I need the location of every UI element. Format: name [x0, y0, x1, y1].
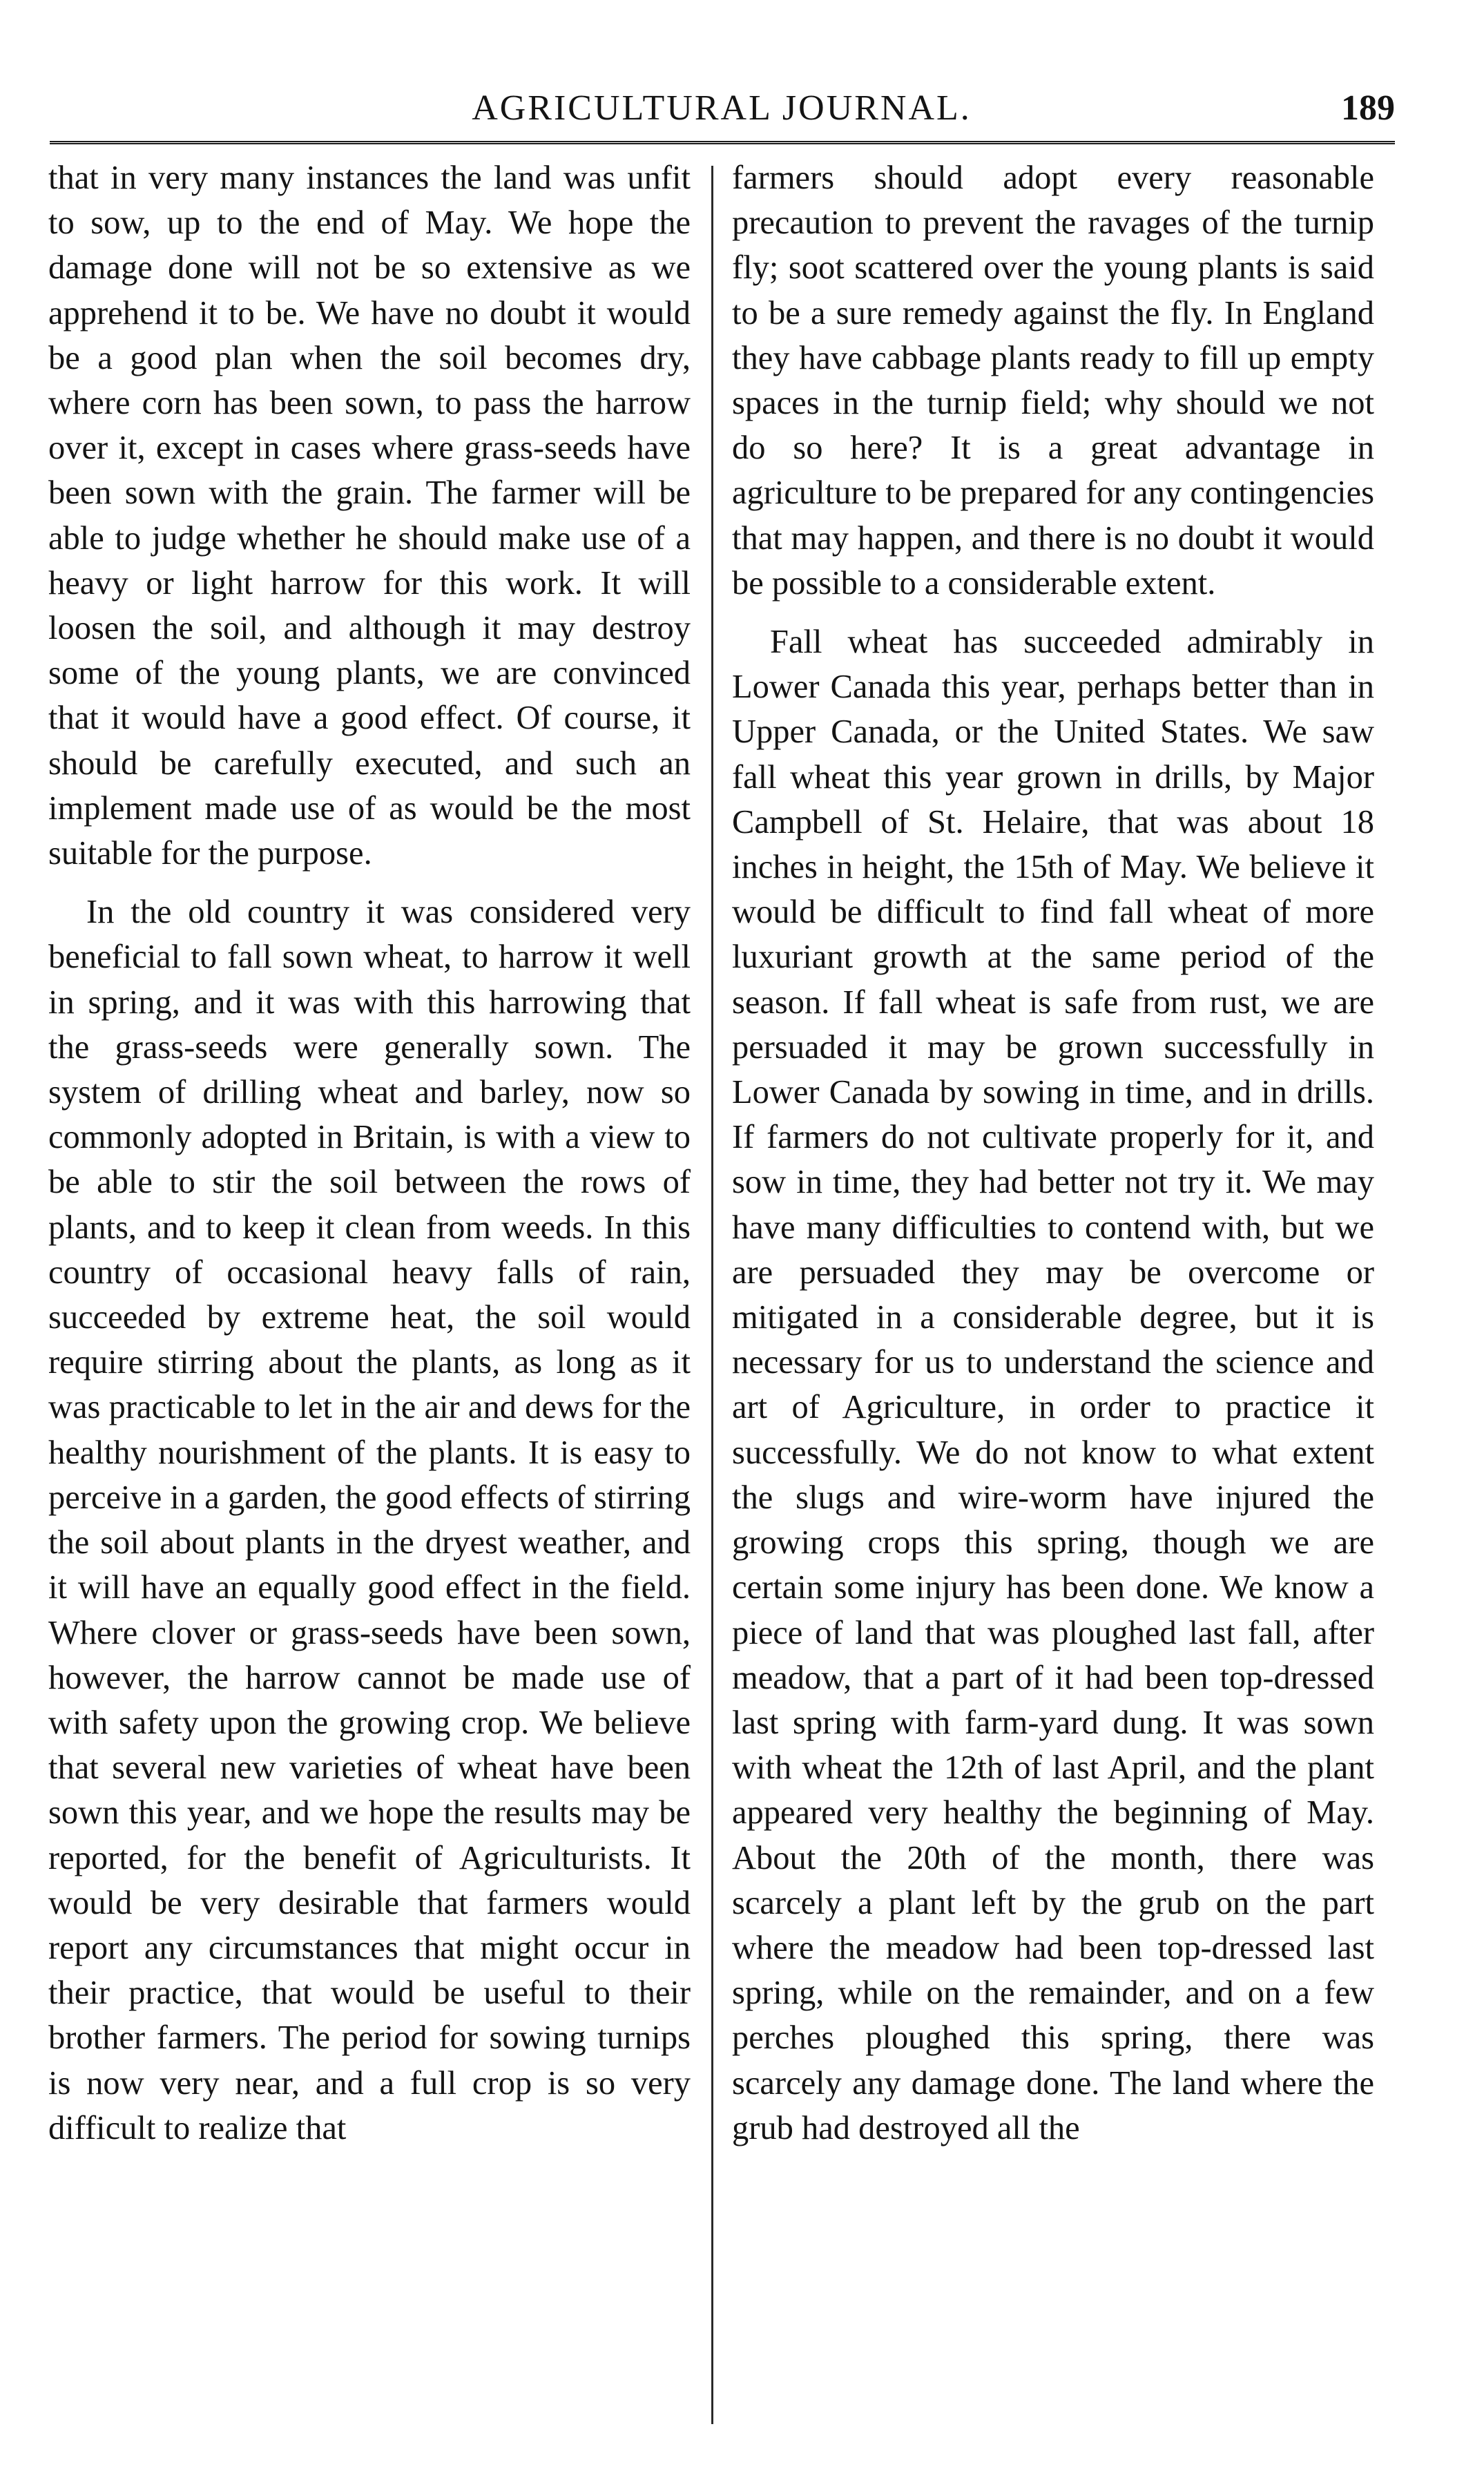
header-rule: [50, 141, 1395, 144]
paragraph: that in very many instances the land was unfit to sow, up to the end of May. We hope the damage done will not be so extensive as we apprehend it to be. We have no doubt it would be a good plan when the soil becomes dry, where corn has been sown, to pass the harrow over it, except in cases where grass-seeds have been sown with the grain. The farmer will be able to judge whether he should make use of a heavy or light harrow for this work. It will loosen the soil, and although it may destroy some of the young plants, we are convinced that it would have a good effect. Of course, it should be carefully executed, and such an implement made use of as would be the most suitable for the purpose.: [48, 160, 691, 872]
page-number: 189: [1341, 88, 1395, 128]
paragraph: In the old country it was considered very beneficial to fall sown wheat, to harrow it well in spring, and it was with this harrowing that the grass-seeds were generally sown. The system of drilling wheat and barley, now so commonly adopted in Britain, is with a view to be able to stir the soil between the rows of plants, and to keep it clean from weeds. In this country of occasional heavy falls of rain, succeeded by extreme heat, the soil would require stirring about the plants, as long as it was practicable to let in the air and dews for the healthy nourishment of the plants. It is easy to perceive in a garden, the good effects of stirring the soil about plants in the dryest weather, and it will have an equally good effect in the field. Where clover or grass-seeds have been sown, however, the harrow cannot be made use of with safety upon the growing crop. We believe that several new varieties of wheat have been sown this year, and we hope the results may be reported, for the benefit of Agriculturists. It would be very desirable that farmers would report any circumstances that might occur in their practice, that would be useful to their brother farmers. The period for sowing turnips is now very near, and a full crop is so very difficult to realize that: [48, 894, 691, 2146]
running-head: [48, 77, 1395, 140]
column-divider: [711, 166, 713, 2424]
right-column: [732, 155, 1374, 2151]
paragraph: farmers should adopt every reasonable precaution to prevent the ravages of the turnip fly; soot scattered over the young plants is said to be a sure remedy against the fly. In England they have cabbage plants ready to fill up empty spaces in the turnip field; why should we not do so here? It is a great advantage in agriculture to be prepared for any contingencies that may happen, and there is no doubt it would be possible to a considerable extent.: [732, 160, 1374, 602]
paragraph: Fall wheat has succeeded admirably in Lower Canada this year, perhaps better than in Upper Canada, or the United States. We saw fall wheat this year grown in drills, by Major Campbell of St. Helaire, that was about 18 inches in height, the 15th of May. We believe it would be difficult to find fall wheat of more luxuriant growth at the same period of the season. If fall wheat is safe from rust, we are persuaded it may be grown successfully in Lower Canada by sowing in time, and in drills. If farmers do not cultivate properly for it, and sow in time, they had better not try it. We may have many difficulties to contend with, but we are persuaded they may be overcome or mitigated in a considerable degree, but it is necessary for us to understand the science and art of Agriculture, in order to practice it successfully. We do not know to what extent the slugs and wire-worm have injured the growing crops this spring, though we are certain some injury has been done. We know a piece of land that was ploughed last fall, after meadow, that a part of it had been top-dressed last spring with farm-yard dung. It was sown with wheat the 12th of last April, and the plant appeared very healthy the beginning of May. About the 20th of the month, there was scarcely a plant left by the grub on the part where the meadow had been top-dressed last spring, while on the remainder, and on a few perches ploughed this spring, there was scarcely any damage done. The land where the grub had destroyed all the: [732, 624, 1374, 2146]
journal-title: AGRICULTURAL JOURNAL.: [472, 88, 972, 128]
left-column: [48, 155, 691, 2151]
